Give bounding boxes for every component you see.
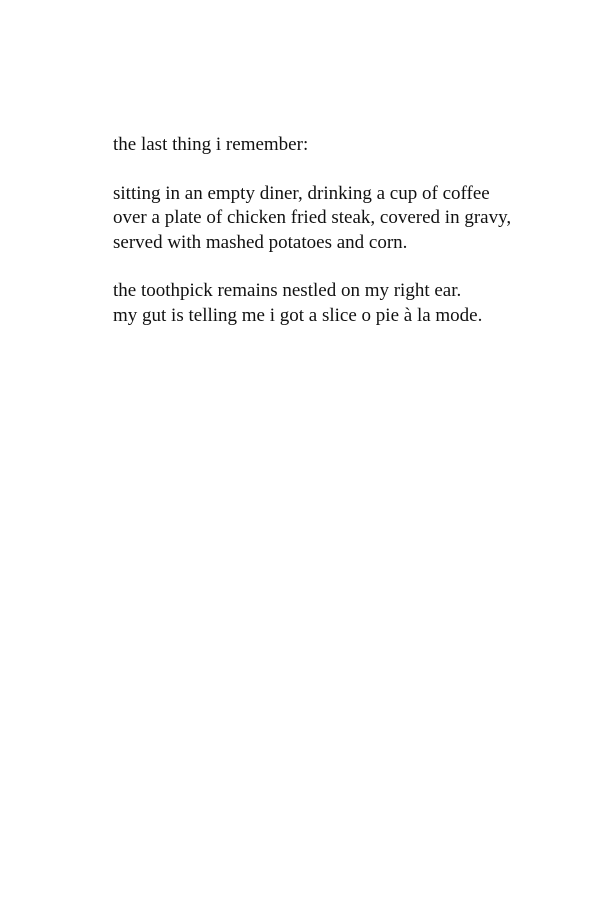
poem-line: sitting in an empty diner, drinking a cup of coffee [113,182,490,204]
poem-line: the last thing i remember: [113,134,309,155]
stanza-toothpick [113,279,583,328]
poem-text [113,133,583,352]
stanza-diner [113,182,583,256]
poem-line: served with mashed potatoes and corn. [113,231,408,253]
stanza-intro [113,133,583,158]
poem-line: over a plate of chicken fried steak, covered in gravy, [113,207,512,228]
poem-line: my gut is telling me i got a slice o pie à la mode. [113,304,483,326]
poem-line: the toothpick remains nestled on my right ear. [113,280,462,301]
